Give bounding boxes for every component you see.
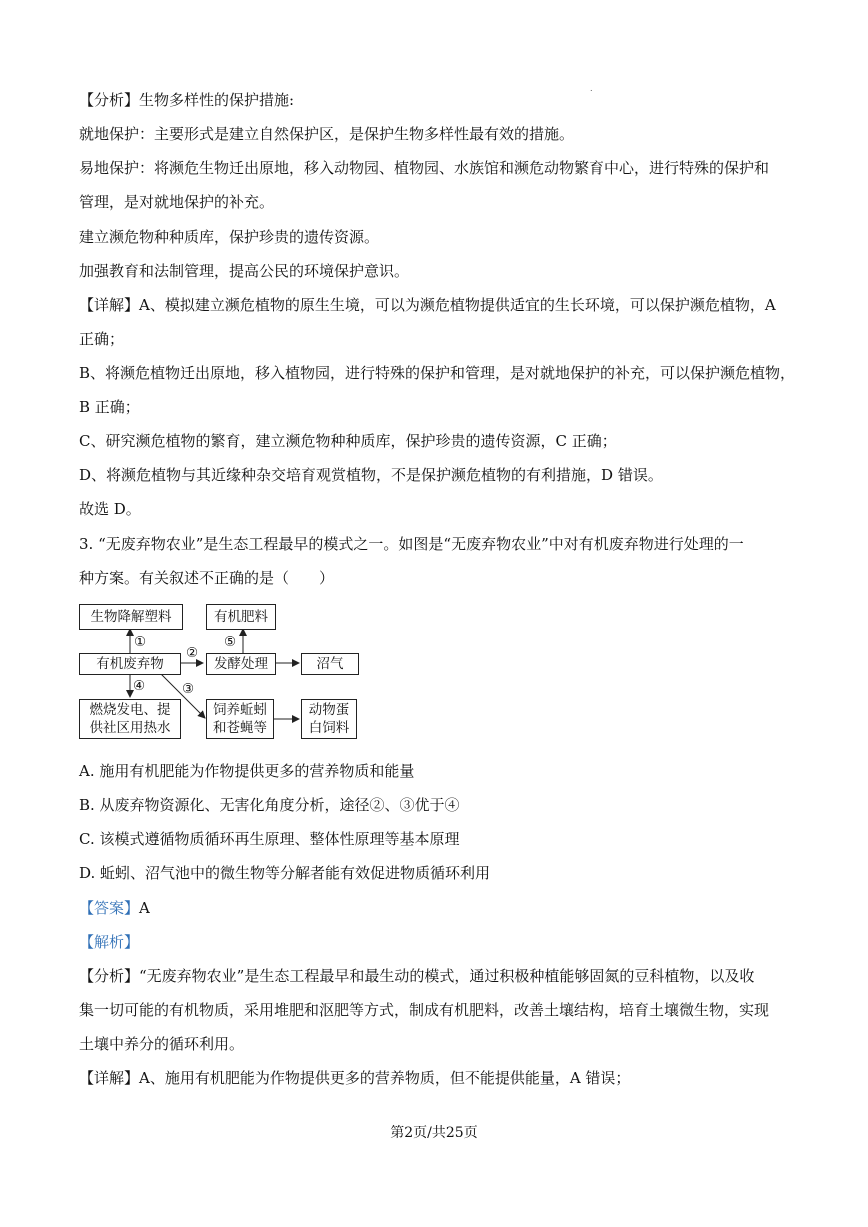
option-b: B. 从废弃物资源化、无害化角度分析，途径②、③优于④ xyxy=(79,796,460,814)
answer-value: A xyxy=(139,899,150,917)
label-4: ④ xyxy=(133,678,146,694)
label-1: ① xyxy=(134,634,147,650)
text-line: 易地保护：将濒危生物迁出原地，移入动物园、植物园、水族馆和濒危动物繁育中心，进行特殊的保护和 xyxy=(79,159,770,177)
text-line: 建立濒危物种种质库，保护珍贵的遗传资源。 xyxy=(79,228,380,246)
stray-mark: . xyxy=(590,84,593,93)
text-line: 加强教育和法制管理，提高公民的环境保护意识。 xyxy=(79,262,410,280)
text-line: C、研究濒危植物的繁育，建立濒危物种种质库，保护珍贵的遗传资源，C 正确； xyxy=(79,432,617,450)
text-line: 【分析】“无废弃物农业”是生态工程最早和最生动的模式，通过积极种植能够固氮的豆科植物，以及收 xyxy=(79,967,755,985)
box-organic-fertilizer: 有机肥料 xyxy=(206,604,276,630)
box-earthworm: 饲养蚯蚓和苍蝇等 xyxy=(206,699,274,739)
detail-heading: 【详解】A、模拟建立濒危植物的原生生境，可以为濒危植物提供适宜的生长环境，可以保护濒危植物，A xyxy=(79,296,776,314)
box-burning: 燃烧发电、提供社区用热水 xyxy=(79,699,181,739)
page-footer: 第2页/共25页 xyxy=(390,1125,478,1141)
option-a: A. 施用有机肥能为作物提供更多的营养物质和能量 xyxy=(79,762,415,780)
question-stem: 3. “无废弃物农业”是生态工程最早的模式之一。如图是“无废弃物农业”中对有机废弃物进行处理的一 xyxy=(79,535,744,553)
answer-line xyxy=(79,898,150,918)
analysis-heading: 【分析】生物多样性的保护措施: xyxy=(79,91,295,109)
text-line: B、将濒危植物迁出原地，移入植物园，进行特殊的保护和管理，是对就地保护的补充，可以保护濒危植物， xyxy=(79,364,796,382)
text-line: D、将濒危植物与其近缘种杂交培育观赏植物，不是保护濒危植物的有利措施，D 错误。 xyxy=(79,466,663,484)
box-fermentation: 发酵处理 xyxy=(206,653,276,675)
text-line: 管理，是对就地保护的补充。 xyxy=(79,193,275,211)
box-bio-plastic: 生物降解塑料 xyxy=(79,604,183,630)
text-line: 正确； xyxy=(79,330,125,348)
option-d: D. 蚯蚓、沼气池中的微生物等分解者能有效促进物质循环利用 xyxy=(79,864,491,882)
box-biogas: 沼气 xyxy=(301,653,359,675)
label-3: ③ xyxy=(182,681,195,697)
text-line: 故选 D。 xyxy=(79,500,141,518)
label-5: ⑤ xyxy=(224,634,237,650)
answer-label: 【答案】 xyxy=(79,899,140,917)
analysis-label: 【解析】 xyxy=(79,933,140,951)
label-2: ② xyxy=(186,645,199,661)
text-line: 【详解】A、施用有机肥能为作物提供更多的营养物质，但不能提供能量，A 错误； xyxy=(79,1069,631,1087)
text-line: 集一切可能的有机物质，采用堆肥和沤肥等方式，制成有机肥料，改善土壤结构，培育土壤微生物，实现 xyxy=(79,1001,770,1019)
option-c: C. 该模式遵循物质循环再生原理、整体性原理等基本原理 xyxy=(79,830,460,848)
question-stem: 种方案。有关叙述不正确的是（ ） xyxy=(79,569,335,587)
text-line: 就地保护：主要形式是建立自然保护区，是保护生物多样性最有效的措施。 xyxy=(79,125,575,143)
box-feed: 动物蛋白饲料 xyxy=(301,699,357,739)
box-organic-waste: 有机废弃物 xyxy=(79,653,181,675)
text-line: B 正确； xyxy=(79,398,140,416)
text-line: 土壤中养分的循环利用。 xyxy=(79,1035,245,1053)
